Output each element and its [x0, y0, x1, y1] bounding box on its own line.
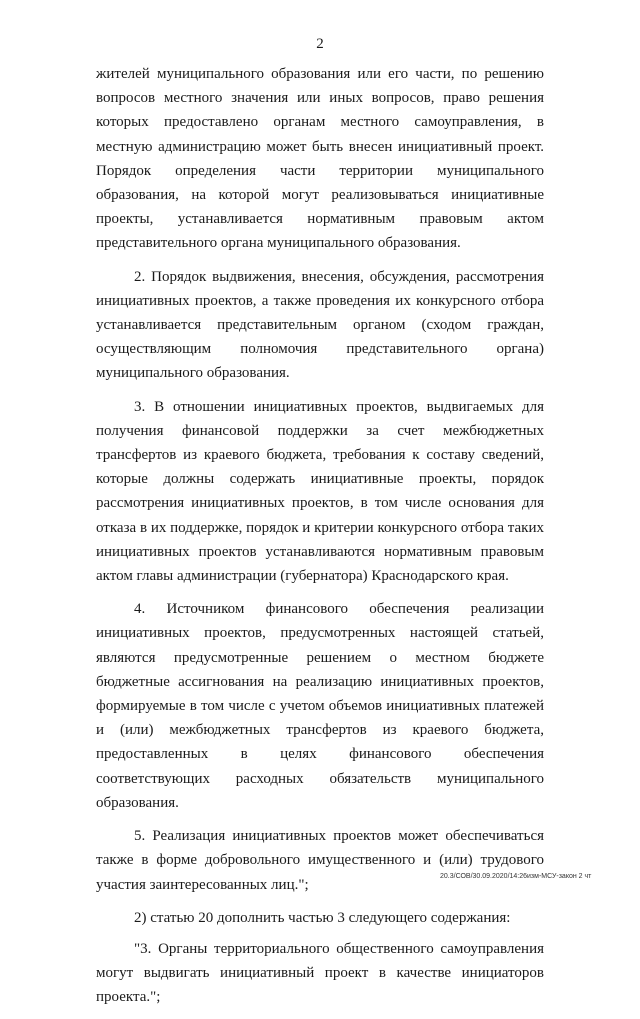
paragraph-item-5: 5. Реализация инициативных проектов может обеспечиваться также в форме добровольного имущественного и (или) трудового участия заинтересованных лиц.";	[96, 828, 544, 893]
paragraph-continuation: жителей муниципального образования или его части, по решению вопросов местного значения или иных вопросов, право решения которых предоставлено органам местного самоуправления, в местную администрацию может быть внесен инициативный проект. Порядок определения части территории муниципального образования, на которой могут реализовываться инициативные проекты, устанавливается нормативным правовым актом представительного органа муниципального образования.	[96, 66, 544, 252]
page-number: 2	[316, 36, 324, 52]
paragraph-item-2: 2. Порядок выдвижения, внесения, обсуждения, рассмотрения инициативных проектов, а также проведения их конкурсного отбора устанавливается представительным органом (сходом граждан, осуществляющим полномочия представительного органа) муниципального образования.	[96, 268, 544, 382]
paragraph-article-20-amendment: 2) статью 20 дополнить частью 3 следующего содержания:	[134, 909, 511, 926]
paragraph-article-20-part-3: "3. Органы территориального общественного самоуправления могут выдвигать инициативный проект в качестве инициаторов проекта.";	[96, 940, 544, 1006]
paragraph-item-4: 4. Источником финансового обеспечения реализации инициативных проектов, предусмотренных настоящей статьей, являются предусмотренные решением о местном бюджете бюджетные ассигнования на реализацию инициативных проектов, формируемые в том числе с учетом объемов инициативных платежей и (или) межбюджетных трансфертов из краевого бюджета, предоставленных в целях финансового обеспечения соответствующих расходных обязательств муниципального образования.	[96, 601, 544, 811]
document-footer-code: 20.3/СОВ/30.09.2020/14:26изм-МСУ-закон 2 чт	[440, 873, 592, 880]
paragraph-item-3: 3. В отношении инициативных проектов, выдвигаемых для получения финансовой поддержки за счет межбюджетных трансфертов из краевого бюджета, требования к составу сведений, которые должны содержать инициативные проекты, порядок рассмотрения инициативных проектов, в том числе основания для отказа в их поддержке, порядок и критерии конкурсного отбора таких инициативных проектов устанавливаются нормативным правовым актом главы администрации (губернатора) Краснодарского края.	[96, 398, 544, 585]
